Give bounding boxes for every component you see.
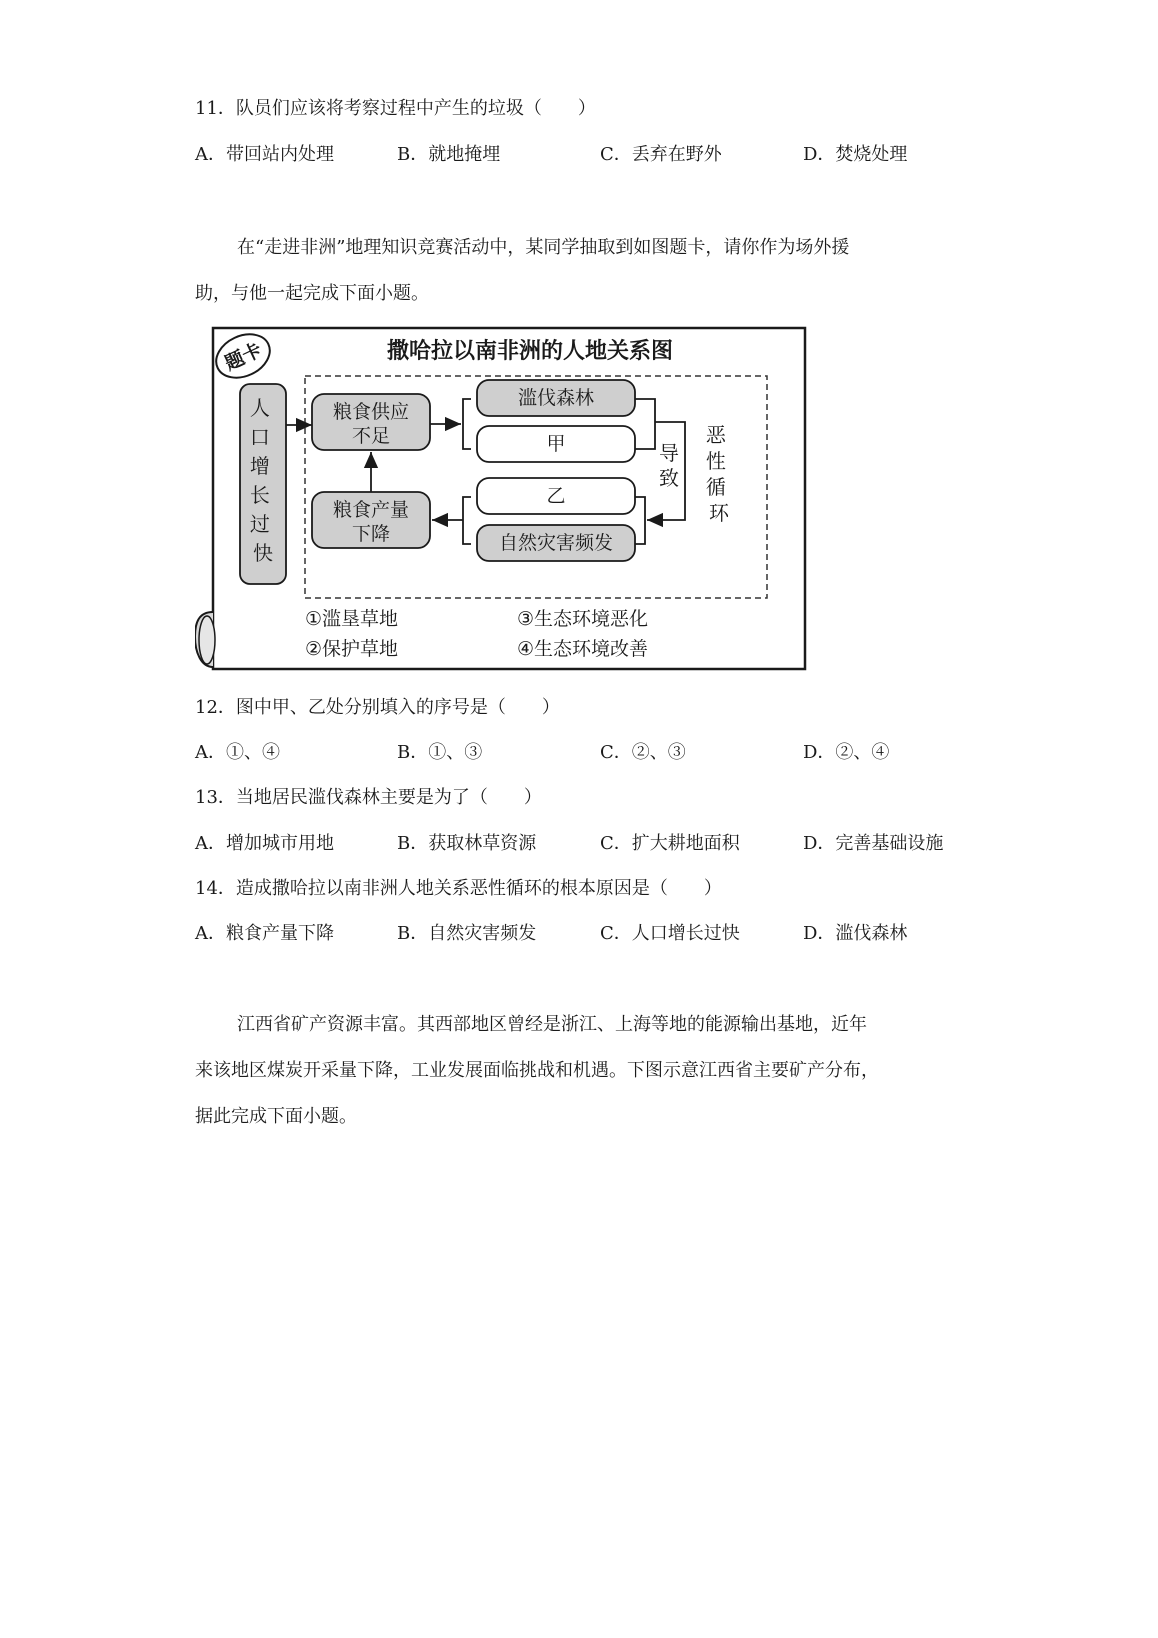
q13-option-a: A．增加城市用地 (195, 833, 334, 854)
vicious-char-2: 性 (705, 449, 726, 473)
q13-option-c: C．扩大耕地面积 (600, 833, 740, 854)
population-char-5: 过 (249, 512, 270, 536)
q14-option-c: C．人口增长过快 (600, 923, 740, 944)
q12-option-a: A．①、④ (195, 742, 280, 763)
legend-item-4: ④生态环境改善 (517, 638, 649, 660)
intro-jiangxi-line3: 据此完成下面小题。 (195, 1106, 357, 1127)
q11-option-d: D．焚烧处理 (803, 144, 908, 165)
q12-option-c: C．②、③ (600, 742, 686, 763)
q13-option-d: D．完善基础设施 (803, 833, 944, 854)
food-decline-line1: 粮食产量 (332, 499, 410, 521)
population-char-2: 口 (249, 425, 270, 449)
lead-to-char-1: 导 (659, 441, 679, 465)
q14-option-a: A．粮食产量下降 (195, 923, 334, 944)
q13-option-b: B．获取林草资源 (397, 833, 537, 854)
food-shortage-line1: 粮食供应 (332, 401, 410, 423)
population-char-1: 人 (249, 396, 270, 420)
figure-title: 撒哈拉以南非洲的人地关系图 (386, 339, 674, 364)
q14-option-b: B．自然灾害频发 (397, 923, 537, 944)
q11-option-b: B．就地掩埋 (397, 144, 501, 165)
disaster-label: 自然灾害频发 (498, 532, 614, 554)
population-char-6: 快 (253, 541, 273, 565)
human-land-relationship-diagram (195, 322, 815, 674)
q12-option-b: B．①、③ (397, 742, 483, 763)
intro-africa-line2: 助，与他一起完成下面小题。 (195, 283, 429, 304)
food-shortage-line2: 不足 (351, 425, 391, 447)
legend-item-3: ③生态环境恶化 (517, 608, 649, 630)
vicious-char-4: 环 (709, 501, 729, 525)
q11-option-a: A．带回站内处理 (195, 144, 334, 165)
q14-option-d: D．滥伐森林 (803, 923, 908, 944)
question-11-stem: 11．队员们应该将考察过程中产生的垃圾（ ） (195, 98, 596, 119)
jia-label: 甲 (546, 433, 566, 455)
scroll-end-icon (199, 616, 215, 664)
intro-africa-line1: 在“走进非洲”地理知识竞赛活动中，某同学抽取到如图题卡，请你作为场外援 (237, 237, 850, 258)
food-decline-line2: 下降 (351, 523, 391, 545)
q11-option-c: C．丢弃在野外 (600, 144, 722, 165)
deforest-label: 滥伐森林 (517, 387, 595, 409)
vicious-char-3: 循 (705, 475, 726, 499)
legend-item-2: ②保护草地 (305, 638, 399, 660)
vicious-char-1: 恶 (705, 423, 726, 447)
lead-to-char-2: 致 (659, 466, 679, 490)
population-char-4: 长 (249, 483, 270, 507)
question-14-stem: 14．造成撒哈拉以南非洲人地关系恶性循环的根本原因是（ ） (195, 878, 722, 899)
intro-jiangxi-line1: 江西省矿产资源丰富。其西部地区曾经是浙江、上海等地的能源输出基地，近年 (237, 1014, 867, 1035)
yi-label: 乙 (546, 485, 566, 507)
question-12-stem: 12．图中甲、乙处分别填入的序号是（ ） (195, 697, 560, 718)
legend-item-1: ①滥垦草地 (305, 608, 399, 630)
q12-option-d: D．②、④ (803, 742, 890, 763)
question-13-stem: 13．当地居民滥伐森林主要是为了（ ） (195, 787, 542, 808)
card-label: 题卡 (221, 338, 266, 375)
intro-jiangxi-line2: 来该地区煤炭开采量下降，工业发展面临挑战和机遇。下图示意江西省主要矿产分布， (195, 1060, 879, 1081)
population-char-3: 增 (249, 454, 270, 478)
